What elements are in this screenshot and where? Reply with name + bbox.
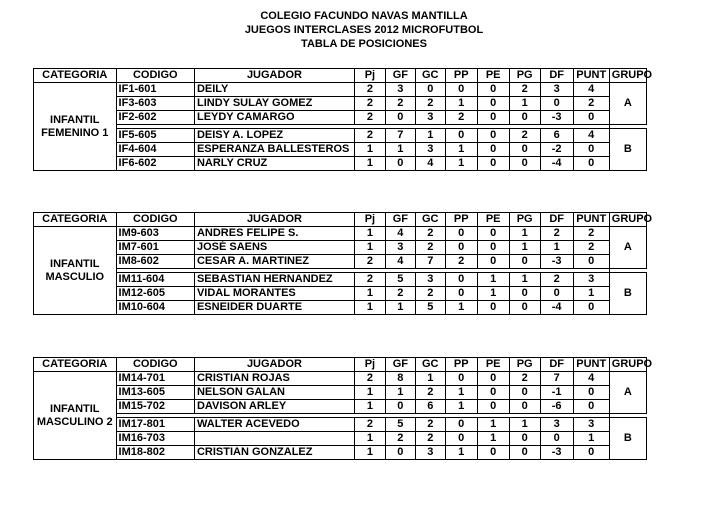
category-cell <box>34 372 117 460</box>
won: 2 <box>509 83 540 97</box>
drawn: 0 <box>477 301 509 315</box>
lost: 1 <box>445 97 477 111</box>
played: 1 <box>354 432 385 446</box>
lost: 0 <box>445 227 477 241</box>
player-code: IM11-604 <box>116 273 194 287</box>
lost: 1 <box>445 157 477 171</box>
goal-difference: 3 <box>540 418 573 432</box>
column-header: PUNT <box>573 358 609 372</box>
points: 2 <box>573 227 609 241</box>
won: 0 <box>509 143 540 157</box>
won: 1 <box>509 97 540 111</box>
points: 0 <box>573 157 609 171</box>
points: 0 <box>573 446 609 460</box>
won: 0 <box>509 446 540 460</box>
goals-against: 3 <box>415 446 445 460</box>
won: 0 <box>509 301 540 315</box>
played: 1 <box>354 400 385 414</box>
goal-difference: 1 <box>540 241 573 255</box>
goals-against: 6 <box>415 400 445 414</box>
category-cell <box>34 83 117 171</box>
played: 1 <box>354 287 385 301</box>
table-row <box>34 111 647 125</box>
group-label: B <box>609 418 646 460</box>
lost: 1 <box>445 446 477 460</box>
played: 1 <box>354 386 385 400</box>
table-row <box>34 97 647 111</box>
category-cell <box>34 227 117 315</box>
player-code: IM18-802 <box>116 446 194 460</box>
goals-for: 4 <box>385 227 415 241</box>
player-code: IF5-605 <box>116 129 194 143</box>
player-code: IF6-602 <box>116 157 194 171</box>
drawn: 0 <box>477 372 509 386</box>
goals-for: 0 <box>385 400 415 414</box>
goals-for: 8 <box>385 372 415 386</box>
points: 2 <box>573 97 609 111</box>
played: 1 <box>354 241 385 255</box>
goals-for: 3 <box>385 241 415 255</box>
column-header: CATEGORIA <box>34 69 117 83</box>
column-header: GF <box>385 358 415 372</box>
column-header: CODIGO <box>116 358 194 372</box>
player-code: IF1-601 <box>116 83 194 97</box>
won: 0 <box>509 111 540 125</box>
goals-for: 2 <box>385 287 415 301</box>
goals-against: 2 <box>415 287 445 301</box>
column-header: PG <box>509 213 540 227</box>
player-name: CESAR A. MARTINEZ <box>194 255 354 269</box>
drawn: 0 <box>477 97 509 111</box>
won: 0 <box>509 255 540 269</box>
goal-difference: -3 <box>540 255 573 269</box>
drawn: 0 <box>477 83 509 97</box>
goal-difference: 2 <box>540 227 573 241</box>
played: 2 <box>354 129 385 143</box>
column-header: CODIGO <box>116 69 194 83</box>
goals-for: 0 <box>385 446 415 460</box>
goal-difference: -2 <box>540 143 573 157</box>
player-name: CRISTIAN GONZALEZ <box>194 446 354 460</box>
column-header: PP <box>445 358 477 372</box>
played: 2 <box>354 111 385 125</box>
column-header: GRUPO <box>609 358 646 372</box>
table-row <box>34 432 647 446</box>
group-label: A <box>609 372 646 414</box>
goal-difference: 0 <box>540 432 573 446</box>
table-title: TABLA DE POSICIONES <box>301 38 427 50</box>
drawn: 1 <box>477 287 509 301</box>
group-label: B <box>609 129 646 171</box>
goals-for: 2 <box>385 97 415 111</box>
column-header: PP <box>445 69 477 83</box>
lost: 1 <box>445 143 477 157</box>
player-name: DEILY <box>194 83 354 97</box>
player-name: VIDAL MORANTES <box>194 287 354 301</box>
lost: 0 <box>445 241 477 255</box>
goals-against: 2 <box>415 241 445 255</box>
column-header: CATEGORIA <box>34 358 117 372</box>
lost: 0 <box>445 273 477 287</box>
goals-for: 4 <box>385 255 415 269</box>
drawn: 1 <box>477 273 509 287</box>
player-code: IM7-601 <box>116 241 194 255</box>
player-code: IM9-603 <box>116 227 194 241</box>
played: 1 <box>354 143 385 157</box>
column-header: Pj <box>354 213 385 227</box>
player-code: IM8-602 <box>116 255 194 269</box>
player-code: IM14-701 <box>116 372 194 386</box>
group-label: A <box>609 227 646 269</box>
played: 1 <box>354 227 385 241</box>
column-header: DF <box>540 358 573 372</box>
player-code: IF3-603 <box>116 97 194 111</box>
player-name: SEBASTIAN HERNANDEZ <box>194 273 354 287</box>
table-row <box>34 301 647 315</box>
player-code: IM13-605 <box>116 386 194 400</box>
category-label: INFANTIL <box>50 113 100 126</box>
points: 0 <box>573 301 609 315</box>
player-code: IM17-801 <box>116 418 194 432</box>
column-header: DF <box>540 69 573 83</box>
points: 0 <box>573 255 609 269</box>
goals-against: 3 <box>415 273 445 287</box>
column-header: PE <box>477 358 509 372</box>
points: 0 <box>573 400 609 414</box>
column-header: GRUPO <box>609 213 646 227</box>
player-code: IM10-604 <box>116 301 194 315</box>
table-row <box>34 446 647 460</box>
category-label: FEMENINO 1 <box>41 126 109 139</box>
points: 4 <box>573 129 609 143</box>
column-header: PUNT <box>573 69 609 83</box>
column-header: JUGADOR <box>194 358 354 372</box>
school-title: COLEGIO FACUNDO NAVAS MANTILLA <box>260 10 468 22</box>
player-name: LINDY SULAY GOMEZ <box>194 97 354 111</box>
goals-for: 7 <box>385 129 415 143</box>
played: 2 <box>354 418 385 432</box>
goals-against: 2 <box>415 97 445 111</box>
won: 1 <box>509 241 540 255</box>
header-row <box>34 69 647 83</box>
column-header: PG <box>509 358 540 372</box>
column-header: GC <box>415 69 445 83</box>
drawn: 0 <box>477 386 509 400</box>
table-row <box>34 372 647 386</box>
goal-difference: 7 <box>540 372 573 386</box>
table-row <box>34 241 647 255</box>
goal-difference: -4 <box>540 157 573 171</box>
won: 1 <box>509 418 540 432</box>
points: 2 <box>573 241 609 255</box>
played: 1 <box>354 301 385 315</box>
goals-for: 0 <box>385 111 415 125</box>
drawn: 0 <box>477 446 509 460</box>
won: 0 <box>509 157 540 171</box>
drawn: 1 <box>477 418 509 432</box>
drawn: 1 <box>477 432 509 446</box>
column-header: PE <box>477 69 509 83</box>
points: 0 <box>573 111 609 125</box>
goals-for: 1 <box>385 301 415 315</box>
goals-for: 5 <box>385 418 415 432</box>
goals-against: 2 <box>415 432 445 446</box>
table-row <box>34 227 647 241</box>
column-header: PUNT <box>573 213 609 227</box>
drawn: 0 <box>477 241 509 255</box>
table-row <box>34 129 647 143</box>
player-name: DAVISON ARLEY <box>194 400 354 414</box>
lost: 1 <box>445 301 477 315</box>
points: 4 <box>573 372 609 386</box>
goals-for: 1 <box>385 143 415 157</box>
played: 2 <box>354 97 385 111</box>
standings-table <box>33 357 653 460</box>
player-name: WALTER ACEVEDO <box>194 418 354 432</box>
player-name: NELSON GALAN <box>194 386 354 400</box>
group-label: B <box>609 273 646 315</box>
goals-against: 3 <box>415 111 445 125</box>
points: 0 <box>573 386 609 400</box>
column-header: GF <box>385 69 415 83</box>
goals-against: 3 <box>415 143 445 157</box>
points: 3 <box>573 273 609 287</box>
event-title: JUEGOS INTERCLASES 2012 MICROFUTBOL <box>244 24 484 36</box>
goals-for: 5 <box>385 273 415 287</box>
won: 1 <box>509 227 540 241</box>
won: 2 <box>509 129 540 143</box>
table-row <box>34 400 647 414</box>
column-header: PG <box>509 69 540 83</box>
player-name: ESNEIDER DUARTE <box>194 301 354 315</box>
table-row <box>34 273 647 287</box>
column-header: PE <box>477 213 509 227</box>
drawn: 0 <box>477 157 509 171</box>
points: 1 <box>573 432 609 446</box>
goals-for: 3 <box>385 83 415 97</box>
player-code: IM16-703 <box>116 432 194 446</box>
player-name <box>194 432 354 446</box>
lost: 2 <box>445 255 477 269</box>
played: 1 <box>354 157 385 171</box>
column-header: GC <box>415 358 445 372</box>
goals-against: 2 <box>415 386 445 400</box>
goal-difference: -3 <box>540 446 573 460</box>
drawn: 0 <box>477 400 509 414</box>
standings-table <box>33 212 653 315</box>
goals-against: 1 <box>415 129 445 143</box>
player-name: CRISTIAN ROJAS <box>194 372 354 386</box>
table-row <box>34 418 647 432</box>
goals-against: 2 <box>415 227 445 241</box>
column-header: Pj <box>354 358 385 372</box>
column-header: GRUPO <box>609 69 646 83</box>
group-label: A <box>609 83 646 125</box>
drawn: 0 <box>477 255 509 269</box>
table-row <box>34 143 647 157</box>
lost: 0 <box>445 287 477 301</box>
goals-against: 0 <box>415 83 445 97</box>
points: 3 <box>573 418 609 432</box>
goals-against: 5 <box>415 301 445 315</box>
lost: 0 <box>445 129 477 143</box>
won: 0 <box>509 386 540 400</box>
goals-against: 1 <box>415 372 445 386</box>
column-header: CODIGO <box>116 213 194 227</box>
won: 0 <box>509 287 540 301</box>
points: 4 <box>573 83 609 97</box>
player-code: IF2-602 <box>116 111 194 125</box>
table-row <box>34 157 647 171</box>
table-row <box>34 287 647 301</box>
goal-difference: 2 <box>540 273 573 287</box>
column-header: JUGADOR <box>194 213 354 227</box>
drawn: 0 <box>477 143 509 157</box>
column-header: JUGADOR <box>194 69 354 83</box>
lost: 0 <box>445 418 477 432</box>
header-row <box>34 213 647 227</box>
played: 2 <box>354 255 385 269</box>
table-row <box>34 386 647 400</box>
goal-difference: -6 <box>540 400 573 414</box>
column-header: PP <box>445 213 477 227</box>
player-name: JOSÉ SAENS <box>194 241 354 255</box>
won: 1 <box>509 273 540 287</box>
goals-for: 2 <box>385 432 415 446</box>
category-label: MASCULINO 2 <box>36 415 113 428</box>
played: 1 <box>354 446 385 460</box>
goal-difference: 6 <box>540 129 573 143</box>
category-label: MASCULIO <box>45 270 105 283</box>
player-code: IM12-605 <box>116 287 194 301</box>
goals-against: 2 <box>415 418 445 432</box>
goal-difference: 0 <box>540 287 573 301</box>
column-header: DF <box>540 213 573 227</box>
player-name: ESPERANZA BALLESTEROS <box>194 143 354 157</box>
goals-against: 7 <box>415 255 445 269</box>
player-name: ANDRES FELIPE S. <box>194 227 354 241</box>
goal-difference: -1 <box>540 386 573 400</box>
goal-difference: -3 <box>540 111 573 125</box>
goal-difference: 3 <box>540 83 573 97</box>
goals-against: 4 <box>415 157 445 171</box>
played: 2 <box>354 273 385 287</box>
category-label: INFANTIL <box>50 402 100 415</box>
goals-for: 1 <box>385 386 415 400</box>
standings-table <box>33 68 653 171</box>
goal-difference: -4 <box>540 301 573 315</box>
player-code: IM15-702 <box>116 400 194 414</box>
lost: 1 <box>445 386 477 400</box>
column-header: GC <box>415 213 445 227</box>
points: 1 <box>573 287 609 301</box>
goals-for: 0 <box>385 157 415 171</box>
drawn: 0 <box>477 111 509 125</box>
table-row <box>34 255 647 269</box>
lost: 0 <box>445 372 477 386</box>
table-row <box>34 83 647 97</box>
category-label: INFANTIL <box>50 257 100 270</box>
lost: 1 <box>445 400 477 414</box>
drawn: 0 <box>477 227 509 241</box>
player-name: DEISY A. LOPEZ <box>194 129 354 143</box>
lost: 0 <box>445 432 477 446</box>
won: 0 <box>509 432 540 446</box>
column-header: GF <box>385 213 415 227</box>
played: 2 <box>354 372 385 386</box>
player-name: NARLY CRUZ <box>194 157 354 171</box>
player-name: LEYDY CAMARGO <box>194 111 354 125</box>
column-header: Pj <box>354 69 385 83</box>
won: 2 <box>509 372 540 386</box>
column-header: CATEGORIA <box>34 213 117 227</box>
lost: 2 <box>445 111 477 125</box>
goal-difference: 0 <box>540 97 573 111</box>
drawn: 0 <box>477 129 509 143</box>
played: 2 <box>354 83 385 97</box>
header-row <box>34 358 647 372</box>
player-code: IF4-604 <box>116 143 194 157</box>
points: 0 <box>573 143 609 157</box>
lost: 0 <box>445 83 477 97</box>
won: 0 <box>509 400 540 414</box>
